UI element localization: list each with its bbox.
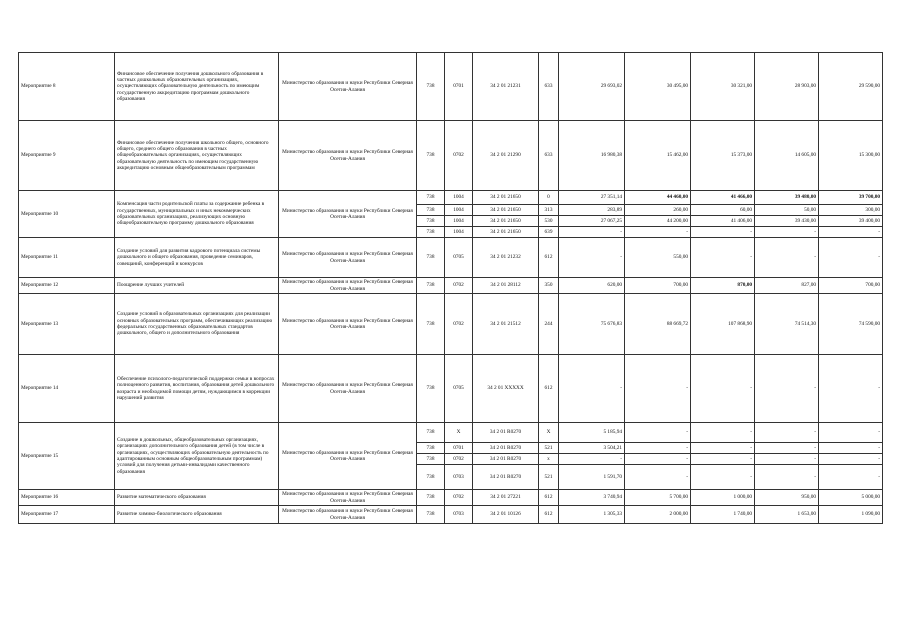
rzpr-code-cell: 1004 bbox=[445, 191, 473, 205]
amount-cell-1: 3 740,94 bbox=[559, 490, 625, 506]
rzpr-code-cell: 0702 bbox=[445, 121, 473, 191]
amount-cell-4: 74 514,30 bbox=[755, 294, 819, 355]
rzpr-code-cell: 0703 bbox=[445, 465, 473, 490]
rzpr-code-cell: X bbox=[445, 423, 473, 443]
amount-cell-2: 5 700,00 bbox=[625, 490, 691, 506]
measure-description: Обеспечение психолого-педагогической поддержки семьи в вопросах полноценного развития, воспитания, образования детей дошкольного возраста и необходимой помощи детям, нуждающимся в коррекции нарушений развития bbox=[115, 355, 279, 423]
amount-cell-5: 1 090,00 bbox=[819, 506, 883, 524]
measure-description: Создание в дошкольных, общеобразовательных организациях, организациях дополнительного образования детей (в том числе в организациях, осуществляющих образовательную деятельность по адаптированным основным общеобразовательным программам) условий для получения детьми-инвалидами качественного образования bbox=[115, 423, 279, 490]
csr-code-cell: 34 2 01 27221 bbox=[473, 490, 539, 506]
rzpr-code-cell: 0701 bbox=[445, 443, 473, 454]
amount-cell-3: - bbox=[691, 227, 755, 238]
grbs-code-cell: 738 bbox=[417, 465, 445, 490]
vr-code-cell: 612 bbox=[539, 506, 559, 524]
amount-cell-2: 2 000,00 bbox=[625, 506, 691, 524]
grbs-code-cell: 738 bbox=[417, 278, 445, 294]
amount-cell-5: - bbox=[819, 355, 883, 423]
amount-cell-3: - bbox=[691, 423, 755, 443]
csr-code-cell: 34 2 01 R0270 bbox=[473, 454, 539, 465]
amount-cell-1: 1 591,70 bbox=[559, 465, 625, 490]
vr-code-cell: 612 bbox=[539, 490, 559, 506]
grbs-code-cell: 738 bbox=[417, 121, 445, 191]
amount-cell-2: - bbox=[625, 355, 691, 423]
rzpr-code-cell: 1004 bbox=[445, 205, 473, 216]
amount-cell-3: 107 868,90 bbox=[691, 294, 755, 355]
rzpr-code-cell: 0701 bbox=[445, 53, 473, 121]
measure-label: Мероприятие 8 bbox=[19, 53, 115, 121]
grbs-code-cell: 738 bbox=[417, 454, 445, 465]
amount-cell-5: 5 000,00 bbox=[819, 490, 883, 506]
csr-code-cell: 34 2 01 21650 bbox=[473, 227, 539, 238]
amount-cell-4: 28 903,00 bbox=[755, 53, 819, 121]
measure-label: Мероприятие 10 bbox=[19, 191, 115, 238]
csr-code-cell: 34 2 01 21231 bbox=[473, 53, 539, 121]
rzpr-code-cell: 1004 bbox=[445, 227, 473, 238]
rzpr-code-cell: 0702 bbox=[445, 278, 473, 294]
measure-description: Финансовое обеспечение получения школьного общего, основного общего, среднего общего образования в частных общеобразовательных организациях, осуществляющих образовательную деятельность по имеющим государственную аккредитацию основным общеобразовательным программам bbox=[115, 121, 279, 191]
table-row bbox=[19, 278, 883, 294]
executor-cell: Министерство образования и науки Республики Северная Осетия-Алания bbox=[279, 121, 417, 191]
executor-cell: Министерство образования и науки Республики Северная Осетия-Алания bbox=[279, 506, 417, 524]
budget-table-sheet bbox=[18, 52, 882, 524]
grbs-code-cell: 738 bbox=[417, 423, 445, 443]
amount-cell-2: - bbox=[625, 443, 691, 454]
amount-cell-4: 14 605,00 bbox=[755, 121, 819, 191]
amount-cell-4: 950,00 bbox=[755, 490, 819, 506]
measure-label: Мероприятие 14 bbox=[19, 355, 115, 423]
vr-code-cell: 633 bbox=[539, 53, 559, 121]
amount-cell-3: 60,00 bbox=[691, 205, 755, 216]
amount-cell-3: 1 000,00 bbox=[691, 490, 755, 506]
amount-cell-1: 27 351,14 bbox=[559, 191, 625, 205]
amount-cell-3: - bbox=[691, 454, 755, 465]
rzpr-code-cell: 0702 bbox=[445, 490, 473, 506]
vr-code-cell: 612 bbox=[539, 355, 559, 423]
vr-code-cell: 313 bbox=[539, 205, 559, 216]
amount-cell-3: - bbox=[691, 355, 755, 423]
amount-cell-5: 39 700,00 bbox=[819, 191, 883, 205]
grbs-code-cell: 738 bbox=[417, 53, 445, 121]
csr-code-cell: 34 2 01 21650 bbox=[473, 205, 539, 216]
measure-description: Развитие химико-биологического образования bbox=[115, 506, 279, 524]
rzpr-code-cell: 1004 bbox=[445, 216, 473, 227]
amount-cell-3: - bbox=[691, 443, 755, 454]
amount-cell-1: 29 693,02 bbox=[559, 53, 625, 121]
amount-cell-2: - bbox=[625, 454, 691, 465]
grbs-code-cell: 738 bbox=[417, 238, 445, 278]
csr-code-cell: 34 2 01 21232 bbox=[473, 238, 539, 278]
vr-code-cell: 350 bbox=[539, 278, 559, 294]
budget-table-body bbox=[19, 53, 883, 524]
amount-cell-2: 44 200,00 bbox=[625, 216, 691, 227]
rzpr-code-cell: 0702 bbox=[445, 294, 473, 355]
table-row bbox=[19, 294, 883, 355]
amount-cell-1: 16 980,38 bbox=[559, 121, 625, 191]
amount-cell-5: 15 300,00 bbox=[819, 121, 883, 191]
amount-cell-2: 260,00 bbox=[625, 205, 691, 216]
measure-label: Мероприятие 12 bbox=[19, 278, 115, 294]
measure-description: Создание условий для развития кадрового потенциала системы дошкольного и общего образования, проведение семинаров, совещаний, конференций и конкурсов bbox=[115, 238, 279, 278]
amount-cell-4: 39 480,00 bbox=[755, 191, 819, 205]
grbs-code-cell: 738 bbox=[417, 216, 445, 227]
amount-cell-2: 44 460,00 bbox=[625, 191, 691, 205]
amount-cell-3: - bbox=[691, 465, 755, 490]
amount-cell-1: 620,00 bbox=[559, 278, 625, 294]
grbs-code-cell: 738 bbox=[417, 294, 445, 355]
csr-code-cell: 34 2 01 R0270 bbox=[473, 423, 539, 443]
grbs-code-cell: 738 bbox=[417, 506, 445, 524]
amount-cell-1: - bbox=[559, 227, 625, 238]
table-row bbox=[19, 238, 883, 278]
amount-cell-2: 700,00 bbox=[625, 278, 691, 294]
amount-cell-5: - bbox=[819, 454, 883, 465]
table-row bbox=[19, 121, 883, 191]
amount-cell-1: - bbox=[559, 355, 625, 423]
vr-code-cell: 633 bbox=[539, 121, 559, 191]
amount-cell-1: 75 676,83 bbox=[559, 294, 625, 355]
csr-code-cell: 34 2 01 R0270 bbox=[473, 465, 539, 490]
amount-cell-4: - bbox=[755, 227, 819, 238]
amount-cell-1: 3 504,21 bbox=[559, 443, 625, 454]
table-row bbox=[19, 423, 883, 443]
grbs-code-cell: 738 bbox=[417, 355, 445, 423]
amount-cell-3: 30 321,00 bbox=[691, 53, 755, 121]
executor-cell: Министерство образования и науки Республики Северная Осетия-Алания bbox=[279, 53, 417, 121]
amount-cell-1: 27 067,25 bbox=[559, 216, 625, 227]
amount-cell-2: - bbox=[625, 423, 691, 443]
csr-code-cell: 34 2 01 21650 bbox=[473, 191, 539, 205]
amount-cell-4: - bbox=[755, 443, 819, 454]
rzpr-code-cell: 0705 bbox=[445, 355, 473, 423]
amount-cell-1: - bbox=[559, 238, 625, 278]
csr-code-cell: 34 2 01 10126 bbox=[473, 506, 539, 524]
amount-cell-5: - bbox=[819, 443, 883, 454]
grbs-code-cell: 738 bbox=[417, 443, 445, 454]
executor-cell: Министерство образования и науки Республики Северная Осетия-Алания bbox=[279, 294, 417, 355]
csr-code-cell: 34 2 01 28112 bbox=[473, 278, 539, 294]
executor-cell: Министерство образования и науки Республики Северная Осетия-Алания bbox=[279, 355, 417, 423]
measure-label: Мероприятие 13 bbox=[19, 294, 115, 355]
vr-code-cell: 0 bbox=[539, 191, 559, 205]
executor-cell: Министерство образования и науки Республики Северная Осетия-Алания bbox=[279, 278, 417, 294]
measure-label: Мероприятие 17 bbox=[19, 506, 115, 524]
vr-code-cell: 521 bbox=[539, 443, 559, 454]
measure-description: Создание условий в образовательных организациях для реализации основных образовательных программ, обеспечивающих реализацию федеральных государственных образовательных стандартов дошкольного, общего и дополнительного образования bbox=[115, 294, 279, 355]
table-row bbox=[19, 490, 883, 506]
amount-cell-5: - bbox=[819, 465, 883, 490]
amount-cell-3: - bbox=[691, 238, 755, 278]
amount-cell-4: - bbox=[755, 423, 819, 443]
vr-code-cell: 521 bbox=[539, 465, 559, 490]
rzpr-code-cell: 0702 bbox=[445, 454, 473, 465]
budget-table bbox=[18, 52, 883, 524]
csr-code-cell: 34 2 01 R0270 bbox=[473, 443, 539, 454]
amount-cell-4: 1 653,00 bbox=[755, 506, 819, 524]
executor-cell: Министерство образования и науки Республики Северная Осетия-Алания bbox=[279, 238, 417, 278]
vr-code-cell: X bbox=[539, 423, 559, 443]
table-row bbox=[19, 355, 883, 423]
measure-label: Мероприятие 11 bbox=[19, 238, 115, 278]
amount-cell-2: 550,00 bbox=[625, 238, 691, 278]
amount-cell-5: - bbox=[819, 227, 883, 238]
amount-cell-2: 88 669,72 bbox=[625, 294, 691, 355]
table-row bbox=[19, 191, 883, 205]
rzpr-code-cell: 0703 bbox=[445, 506, 473, 524]
amount-cell-3: 41 406,00 bbox=[691, 216, 755, 227]
measure-label: Мероприятие 16 bbox=[19, 490, 115, 506]
amount-cell-3: 41 466,00 bbox=[691, 191, 755, 205]
amount-cell-1: 1 305,33 bbox=[559, 506, 625, 524]
amount-cell-2: 15 462,00 bbox=[625, 121, 691, 191]
measure-description: Компенсация части родительской платы за содержание ребенка в государственных, муниципальных и иных некоммерческих образовательных организациях, реализующих основную общеобразовательную программу дошкольного образования bbox=[115, 191, 279, 238]
measure-description: Поощрение лучших учителей bbox=[115, 278, 279, 294]
grbs-code-cell: 738 bbox=[417, 191, 445, 205]
executor-cell: Министерство образования и науки Республики Северная Осетия-Алания bbox=[279, 490, 417, 506]
amount-cell-3: 15 373,00 bbox=[691, 121, 755, 191]
amount-cell-4: - bbox=[755, 238, 819, 278]
vr-code-cell: 612 bbox=[539, 238, 559, 278]
amount-cell-3: 1 740,00 bbox=[691, 506, 755, 524]
csr-code-cell: 34 2 01 21290 bbox=[473, 121, 539, 191]
amount-cell-3: 870,00 bbox=[691, 278, 755, 294]
executor-cell: Министерство образования и науки Республики Северная Осетия-Алания bbox=[279, 423, 417, 490]
amount-cell-2: - bbox=[625, 465, 691, 490]
grbs-code-cell: 738 bbox=[417, 490, 445, 506]
measure-description: Развитие математического образования bbox=[115, 490, 279, 506]
amount-cell-4: 50,00 bbox=[755, 205, 819, 216]
amount-cell-1: 283,89 bbox=[559, 205, 625, 216]
measure-label: Мероприятие 9 bbox=[19, 121, 115, 191]
csr-code-cell: 34 2 01 21650 bbox=[473, 216, 539, 227]
amount-cell-2: - bbox=[625, 227, 691, 238]
vr-code-cell: 244 bbox=[539, 294, 559, 355]
amount-cell-4: 39 430,00 bbox=[755, 216, 819, 227]
vr-code-cell: x bbox=[539, 454, 559, 465]
vr-code-cell: 639 bbox=[539, 227, 559, 238]
table-row bbox=[19, 506, 883, 524]
amount-cell-5: - bbox=[819, 238, 883, 278]
measure-description: Финансовое обеспечение получения дошкольного образования в частных дошкольных образовательных организациях, осуществляющих образовательную деятельность по имеющим государственную аккредитацию программам дошкольного образования bbox=[115, 53, 279, 121]
table-row bbox=[19, 53, 883, 121]
amount-cell-4: 827,00 bbox=[755, 278, 819, 294]
amount-cell-5: 39 400,00 bbox=[819, 216, 883, 227]
measure-label: Мероприятие 15 bbox=[19, 423, 115, 490]
amount-cell-4: - bbox=[755, 465, 819, 490]
rzpr-code-cell: 0705 bbox=[445, 238, 473, 278]
amount-cell-5: - bbox=[819, 423, 883, 443]
amount-cell-4: - bbox=[755, 355, 819, 423]
grbs-code-cell: 738 bbox=[417, 205, 445, 216]
amount-cell-1: - bbox=[559, 454, 625, 465]
amount-cell-1: 5 185,94 bbox=[559, 423, 625, 443]
csr-code-cell: 34 2 01 21512 bbox=[473, 294, 539, 355]
amount-cell-2: 30 495,00 bbox=[625, 53, 691, 121]
amount-cell-4: - bbox=[755, 454, 819, 465]
amount-cell-5: 300,00 bbox=[819, 205, 883, 216]
csr-code-cell: 34 2 01 XXXXX bbox=[473, 355, 539, 423]
grbs-code-cell: 738 bbox=[417, 227, 445, 238]
amount-cell-5: 29 590,00 bbox=[819, 53, 883, 121]
vr-code-cell: 530 bbox=[539, 216, 559, 227]
executor-cell: Министерство образования и науки Республики Северная Осетия-Алания bbox=[279, 191, 417, 238]
amount-cell-5: 700,00 bbox=[819, 278, 883, 294]
amount-cell-5: 74 590,00 bbox=[819, 294, 883, 355]
